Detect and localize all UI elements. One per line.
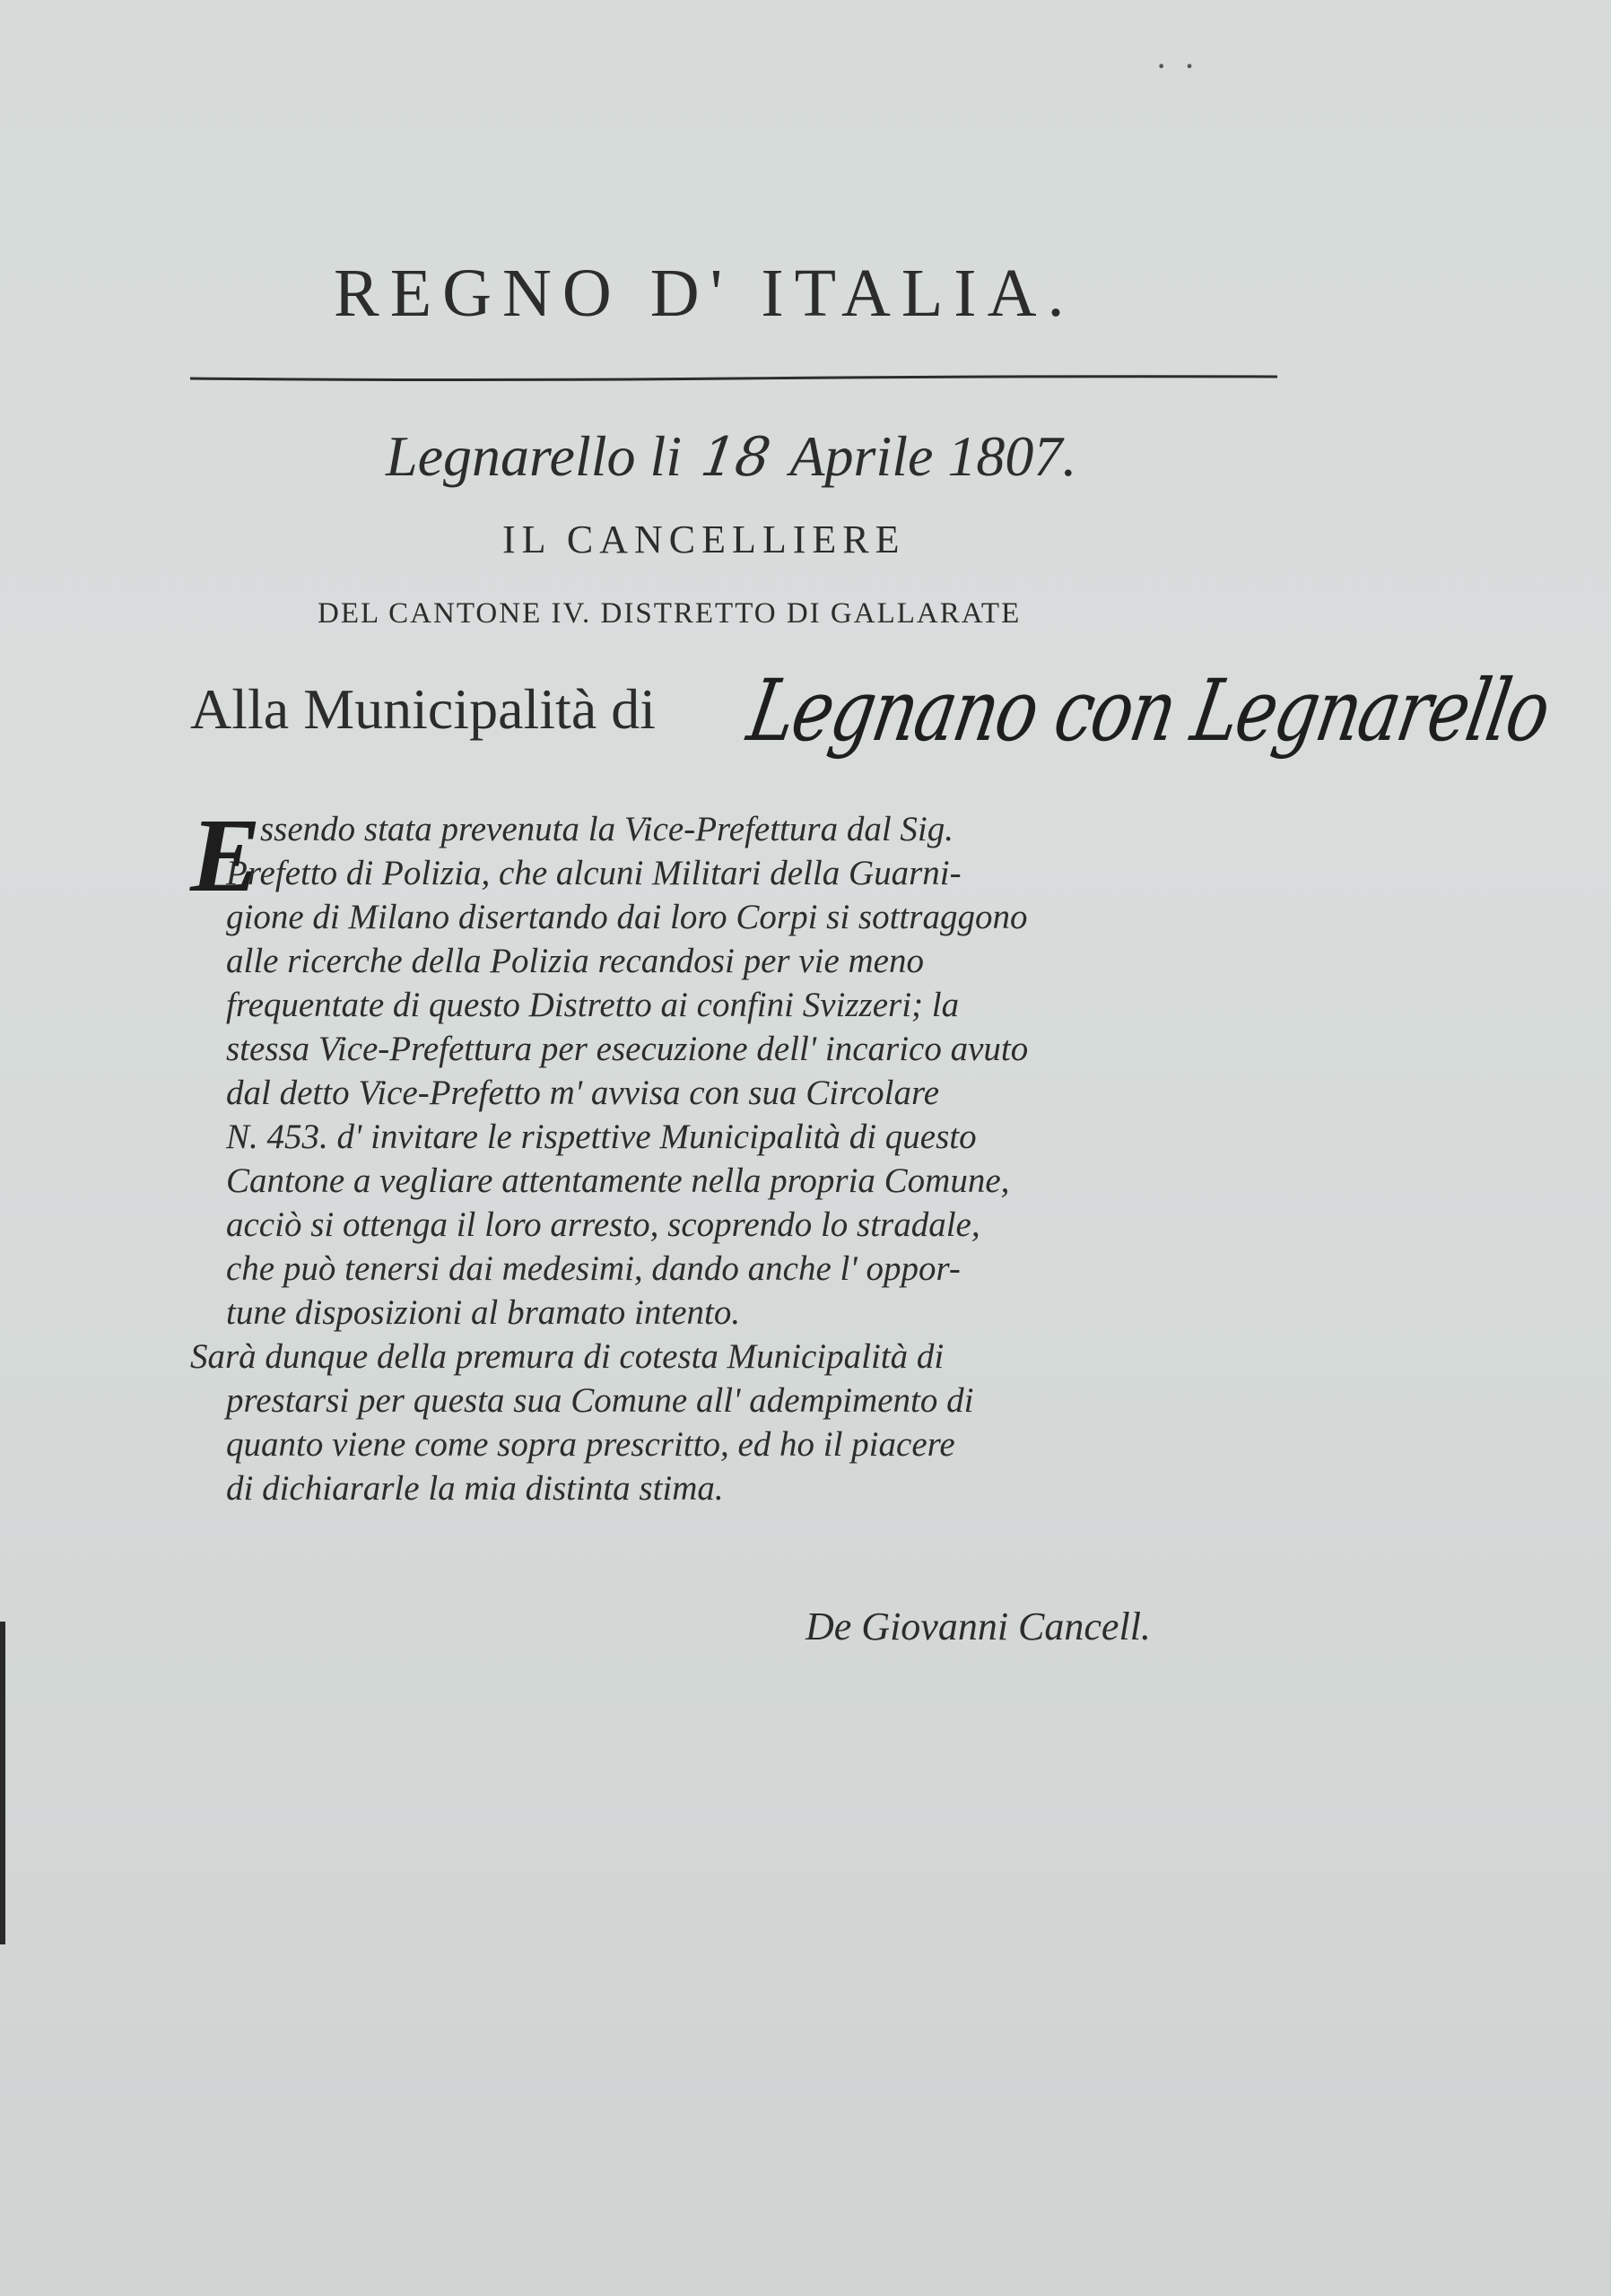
body-line: Sarà dunque della premura di cotesta Municipalità di (190, 1337, 945, 1376)
drop-cap: E (190, 796, 261, 914)
signature: De Giovanni Cancell. (806, 1605, 1151, 1648)
date-place: Legnarello li (386, 424, 683, 488)
addressee-label: Alla Municipalità di (190, 677, 656, 741)
body-line: che può tenersi dai medesimi, dando anche l' oppor- (226, 1249, 961, 1288)
issuer-subtitle: DEL CANTONE IV. DISTRETTO DI GALLARATE (318, 597, 1022, 630)
body-line: N. 453. d' invitare le rispettive Municipalità di questo (226, 1118, 977, 1156)
body-line: dal detto Vice-Prefetto m' avvisa con sua Circolare (226, 1074, 940, 1112)
date-day-handwritten: 18 (697, 426, 775, 489)
body-line: di dichiararle la mia distinta stima. (226, 1469, 724, 1508)
body-line: stessa Vice-Prefettura per esecuzione dell' incarico avuto (226, 1030, 1029, 1068)
ink-specks: ·· (1155, 46, 1212, 86)
body-line: prestarsi per questa sua Comune all' adempimento di (226, 1381, 974, 1420)
body-line: Cantone a vegliare attentamente nella propria Comune, (226, 1161, 1010, 1200)
body-line: alle ricerche della Polizia recandosi per vie meno (226, 942, 924, 980)
date-month-year: Aprile 1807. (789, 424, 1077, 488)
body-line: ssendo stata prevenuta la Vice-Prefettura dal Sig. (260, 810, 954, 848)
letter-body (190, 796, 1302, 1510)
page-edge-shadow (0, 1622, 5, 1944)
body-line: Prefetto di Polizia, che alcuni Militari della Guarni- (226, 854, 962, 892)
body-line: quanto viene come sopra prescritto, ed ho il piacere (226, 1425, 955, 1464)
title-rule (190, 375, 1277, 382)
body-line: frequentate di questo Distretto ai confini Svizzeri; la (226, 986, 960, 1024)
body-line: acciò si ottenga il loro arresto, scoprendo lo stradale, (226, 1205, 980, 1244)
body-line: gione di Milano disertando dai loro Corpi si sottraggono (226, 898, 1028, 936)
issuer-title: IL CANCELLIERE (502, 517, 906, 561)
body-line: tune disposizioni al bramato intento. (226, 1293, 741, 1332)
date-line (386, 423, 1076, 490)
addressee-handwritten: Legnano con Legnarello (741, 660, 1556, 761)
document-title: REGNO D' ITALIA. (334, 256, 1075, 331)
